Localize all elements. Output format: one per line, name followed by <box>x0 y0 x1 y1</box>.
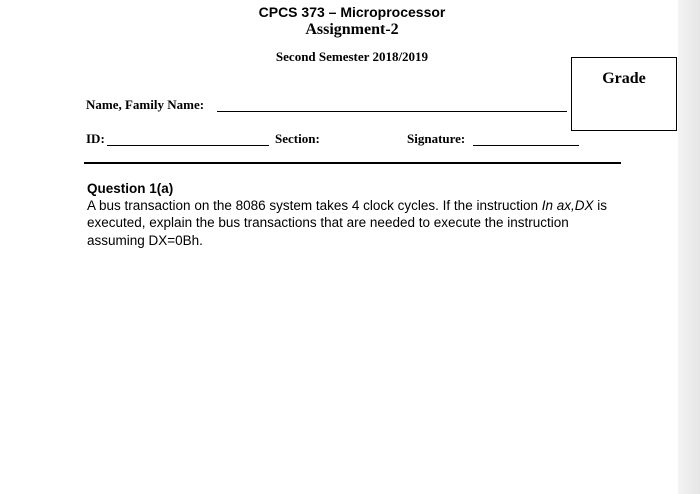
grade-box <box>571 57 677 131</box>
grade-label: Grade <box>602 70 646 87</box>
header-divider <box>84 162 621 164</box>
section-label: Section: <box>275 131 320 146</box>
question-text <box>87 197 627 249</box>
page-edge-shade <box>678 0 700 494</box>
signature-field-line[interactable] <box>473 145 579 146</box>
id-label: ID: <box>86 131 105 146</box>
assignment-title: Assignment-2 <box>305 21 399 38</box>
id-field-line[interactable] <box>107 145 269 146</box>
course-title: CPCS 373 – Microprocessor <box>258 4 446 20</box>
name-field-line[interactable] <box>217 111 567 112</box>
name-label: Name, Family Name: <box>86 97 205 112</box>
question-instruction: In ax,DX <box>541 198 594 213</box>
signature-label: Signature: <box>407 131 466 146</box>
question-text-part2: is executed, explain the bus transactions that are needed to execute the instruction assuming DX=0Bh. <box>87 198 608 248</box>
question-title: Question 1(a) <box>87 181 174 196</box>
question-text-part1: A bus transaction on the 8086 system takes 4 clock cycles. If the instruction <box>87 198 542 213</box>
semester-label: Second Semester 2018/2019 <box>275 49 429 64</box>
